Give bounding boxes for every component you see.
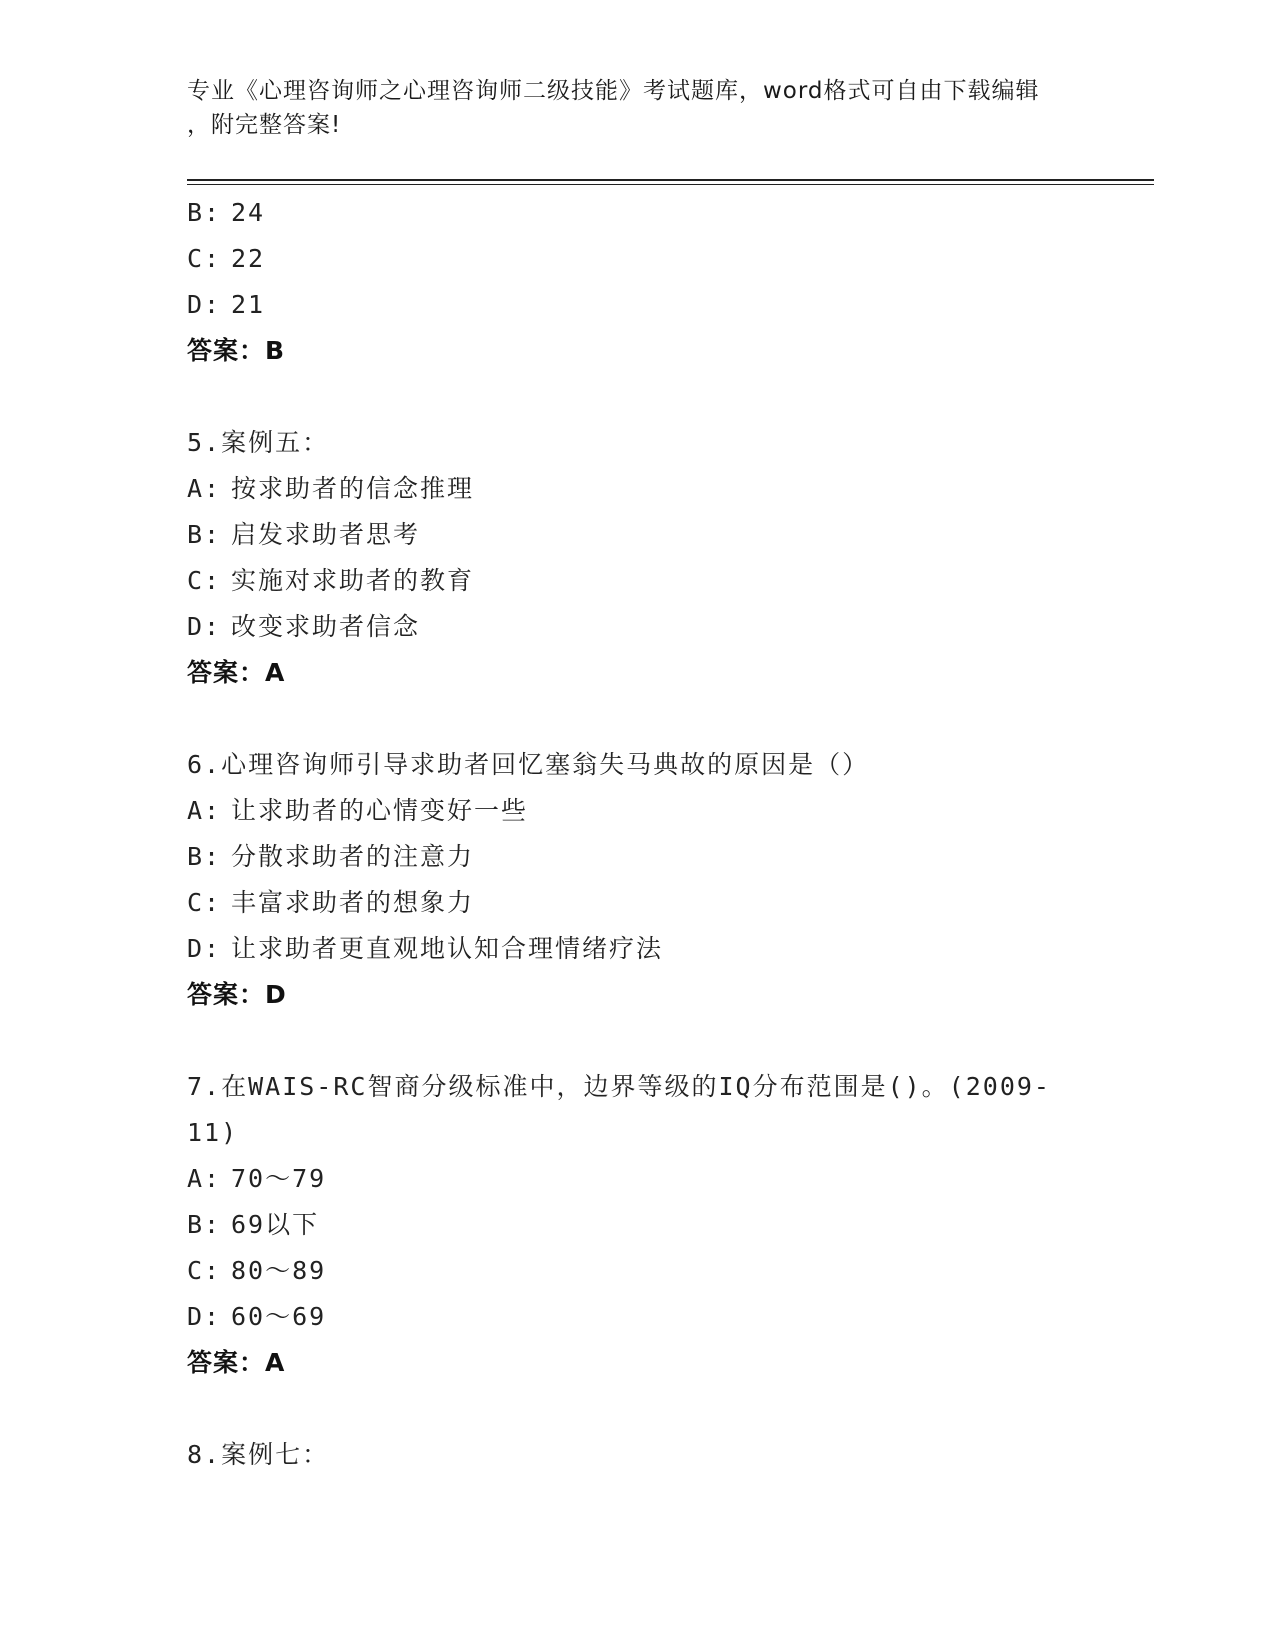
option-b: [187, 1202, 1087, 1248]
question-stem: 8.案例七：: [187, 1440, 330, 1469]
question-block-8: [187, 1432, 1087, 1478]
option-letter: B:: [187, 1210, 222, 1239]
option-text: 分散求助者的注意力: [231, 842, 475, 871]
option-letter: A:: [187, 474, 222, 503]
option-b: [187, 190, 1087, 236]
header-line-2: ，附完整答案!: [187, 112, 342, 138]
answer-line: 答案：A: [187, 1348, 286, 1377]
option-letter: C:: [187, 1256, 222, 1285]
option-letter: D:: [187, 934, 222, 963]
option-a: [187, 788, 1087, 834]
option-text: 启发求助者思考: [231, 520, 421, 549]
option-b: [187, 834, 1087, 880]
question-block-7: [187, 1064, 1087, 1386]
option-text: 80～89: [231, 1256, 327, 1285]
option-text: 按求助者的信念推理: [231, 474, 475, 503]
option-c: [187, 236, 1087, 282]
question-stem: 5.案例五：: [187, 428, 330, 457]
option-text: 让求助者的心情变好一些: [231, 796, 529, 825]
question-stem: 7.在WAIS-RC智商分级标准中，边界等级的IQ分布范围是()。(2009-: [187, 1072, 1051, 1101]
option-d: [187, 1294, 1087, 1340]
spacer: [187, 1018, 1087, 1064]
spacer: [187, 1386, 1087, 1432]
option-letter: D:: [187, 612, 222, 641]
question-block-4: [187, 190, 1087, 374]
option-text: 24: [231, 198, 266, 227]
spacer: [187, 374, 1087, 420]
option-d: [187, 926, 1087, 972]
question-block-5: [187, 420, 1087, 696]
option-letter: C:: [187, 888, 222, 917]
header-line-1: 专业《心理咨询师之心理咨询师二级技能》考试题库，word格式可自由下载编辑: [187, 78, 1040, 104]
header-divider-thick: [187, 179, 1154, 181]
option-c: [187, 558, 1087, 604]
option-text: 21: [231, 290, 266, 319]
option-a: [187, 1156, 1087, 1202]
option-text: 70～79: [231, 1164, 327, 1193]
option-text: 22: [231, 244, 266, 273]
option-text: 让求助者更直观地认知合理情绪疗法: [231, 934, 664, 963]
answer-line: 答案：D: [187, 980, 287, 1009]
option-letter: B:: [187, 198, 222, 227]
answer-line: 答案：A: [187, 658, 286, 687]
option-text: 60～69: [231, 1302, 327, 1331]
option-letter: A:: [187, 1164, 222, 1193]
document-header: [187, 74, 1087, 142]
option-letter: D:: [187, 1302, 222, 1331]
option-letter: B:: [187, 520, 222, 549]
option-text: 改变求助者信念: [231, 612, 421, 641]
question-list: [187, 190, 1087, 1478]
option-text: 实施对求助者的教育: [231, 566, 475, 595]
option-text: 丰富求助者的想象力: [231, 888, 475, 917]
option-letter: C:: [187, 566, 222, 595]
option-d: [187, 604, 1087, 650]
question-block-6: [187, 742, 1087, 1018]
spacer: [187, 696, 1087, 742]
option-letter: A:: [187, 796, 222, 825]
option-d: [187, 282, 1087, 328]
question-stem: 6.心理咨询师引导求助者回忆塞翁失马典故的原因是（）: [187, 750, 870, 779]
option-c: [187, 880, 1087, 926]
option-letter: C:: [187, 244, 222, 273]
answer-line: 答案：B: [187, 336, 286, 365]
option-c: [187, 1248, 1087, 1294]
option-a: [187, 466, 1087, 512]
question-stem-continued: 11): [187, 1118, 239, 1147]
option-letter: D:: [187, 290, 222, 319]
option-text: 69以下: [231, 1210, 320, 1239]
header-divider-thin: [187, 184, 1154, 185]
option-letter: B:: [187, 842, 222, 871]
option-b: [187, 512, 1087, 558]
